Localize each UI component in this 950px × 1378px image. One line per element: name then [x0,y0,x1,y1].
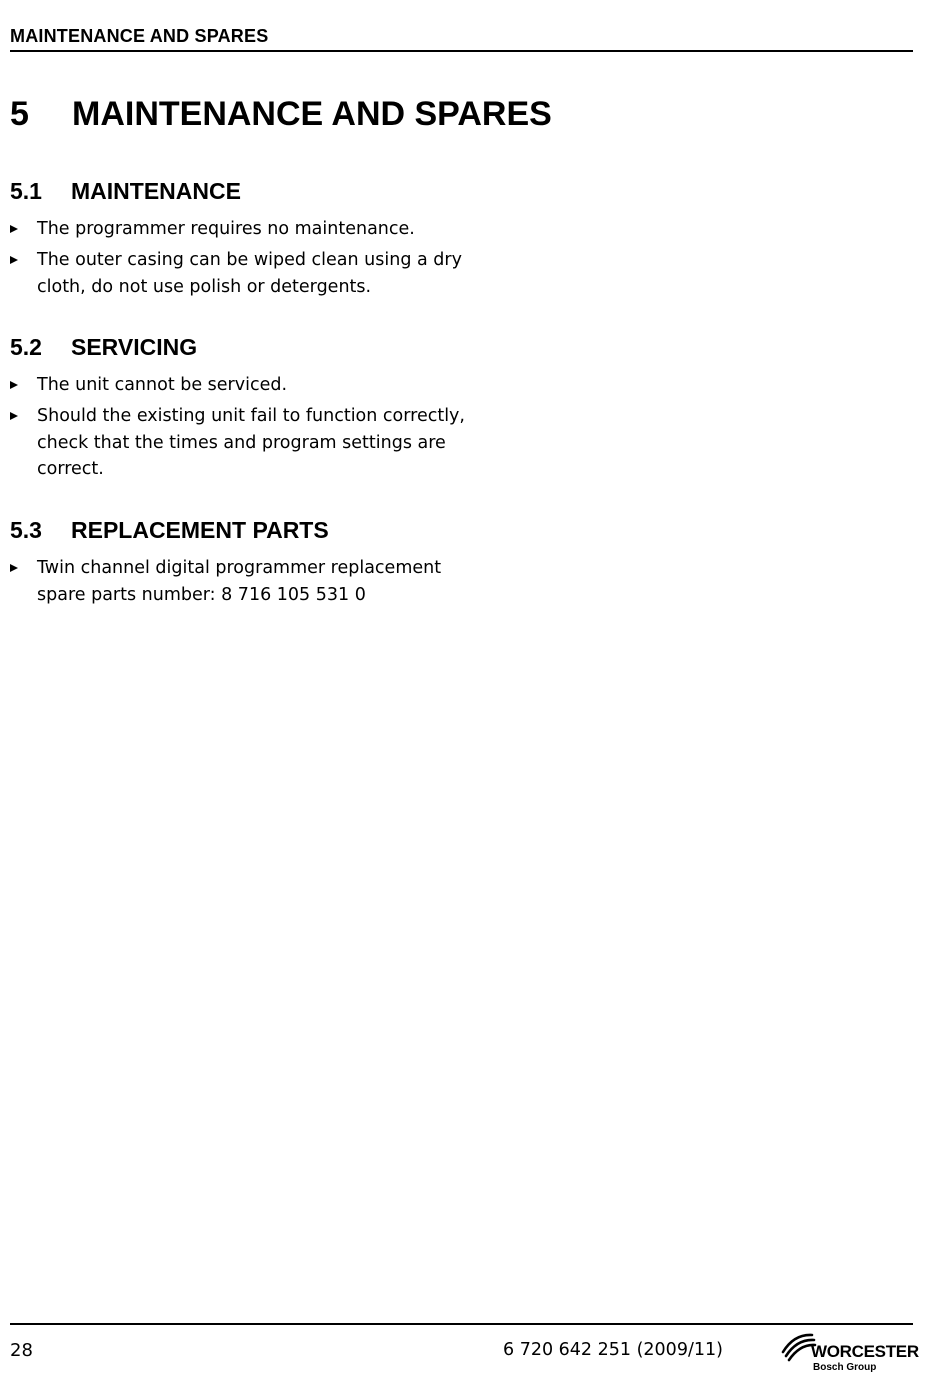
logo-brand-text: WORCESTER [811,1342,919,1361]
section-title: REPLACEMENT PARTS [71,517,329,543]
list-item-text: Should the existing unit fail to function correctly, check that the times and program settings are correct. [37,406,465,479]
list-item-text: Twin channel digital programmer replacement spare parts number: 8 716 105 531 0 [37,558,442,605]
maintenance-bullet-list [10,216,470,305]
list-item [10,372,470,399]
bullet-arrow-icon [10,381,18,389]
list-item-text: The unit cannot be serviced. [37,375,288,395]
running-header: MAINTENANCE AND SPARES [10,26,269,46]
header-rule [10,50,913,52]
document-code: 6 720 642 251 (2009/11) [503,1340,723,1360]
section-heading-servicing [10,334,197,361]
section-number: 5.1 [10,178,42,204]
list-item [10,555,470,608]
bullet-arrow-icon [10,412,18,420]
worcester-logo [780,1331,919,1375]
bullet-arrow-icon [10,256,18,264]
section-number: 5.2 [10,334,42,360]
page-number: 28 [10,1340,33,1361]
bullet-arrow-icon [10,225,18,233]
section-title: SERVICING [71,334,198,360]
list-item [10,216,470,243]
list-item-text: The outer casing can be wiped clean using a dry cloth, do not use polish or detergents. [37,250,462,297]
logo-subtitle: Bosch Group [813,1362,877,1373]
bullet-arrow-icon [10,564,18,572]
replacement-parts-bullet-list [10,555,470,613]
list-item [10,403,470,483]
chapter-title: MAINTENANCE AND SPARES [72,95,552,133]
servicing-bullet-list [10,372,470,487]
section-heading-maintenance [10,178,241,205]
chapter-number: 5 [10,95,29,133]
chapter-heading [10,95,552,134]
list-item-text: The programmer requires no maintenance. [37,219,415,239]
section-title: MAINTENANCE [71,178,241,204]
section-heading-replacement-parts [10,517,329,544]
list-item [10,247,470,300]
footer-rule [10,1323,913,1325]
section-number: 5.3 [10,517,42,543]
